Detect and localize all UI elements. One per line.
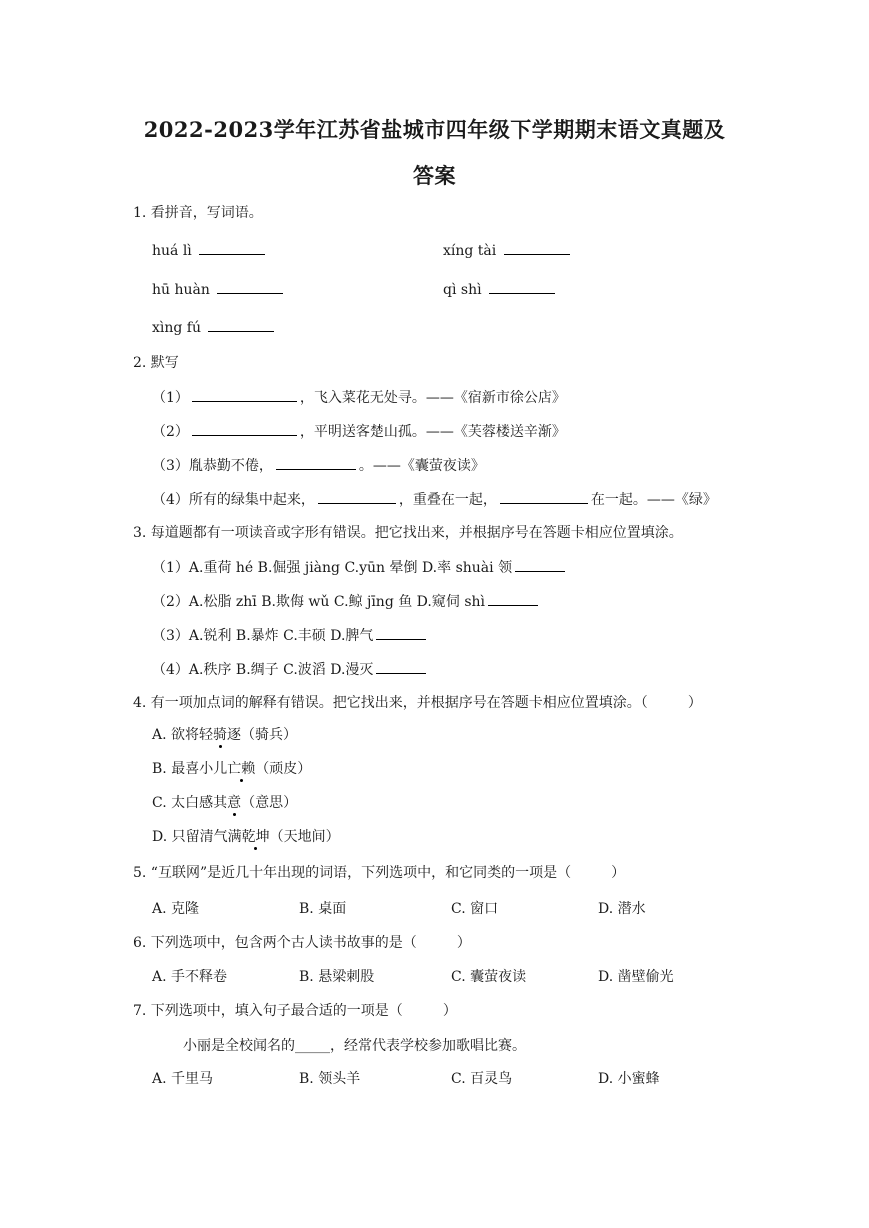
pinyin: huá lì	[152, 243, 192, 259]
q5-option-a[interactable]: A. 克隆	[152, 901, 200, 917]
q3-item-2: （2）A.松脂 zhī B.欺侮 wǔ C.鲸 jīng 鱼 D.窥伺 shì	[152, 591, 541, 612]
answer-blank[interactable]	[217, 279, 283, 294]
answer-blank[interactable]	[192, 387, 297, 402]
answer-blank[interactable]	[192, 421, 297, 436]
answer-blank[interactable]	[199, 240, 265, 255]
q1-item-5	[152, 317, 277, 338]
question-6-stem: 6. 下列选项中，包含两个古人读书故事的是（ ）	[133, 935, 471, 951]
question-4-stem: 4. 有一项加点词的解释有错误。把它找出来，并根据序号在答题卡相应位置填涂。（ ）	[133, 695, 702, 711]
q3-item-3: （3）A.锐利 B.暴炸 C.丰硕 D.脾气	[152, 625, 429, 646]
q6-option-d[interactable]: D. 凿壁偷光	[598, 969, 674, 985]
pinyin: xìng fú	[152, 320, 201, 336]
question-1-stem: 1. 看拼音，写词语。	[133, 205, 263, 221]
pinyin: xíng tài	[443, 243, 497, 259]
q1-item-4	[443, 279, 558, 300]
dotted-word: 乾坤	[241, 829, 270, 845]
page-title-line1: 2022-2023学年江苏省盐城市四年级下学期期末语文真题及	[143, 117, 726, 142]
q2-item-1: （1） ，飞入菜花无处寻。——《宿新市徐公店》	[152, 387, 566, 408]
q4-option-b[interactable]: B. 最喜小儿亡赖（顽皮）	[152, 761, 312, 777]
answer-blank[interactable]	[376, 625, 426, 640]
q7-sentence: 小丽是全校闻名的_____，经常代表学校参加歌唱比赛。	[183, 1038, 526, 1054]
answer-blank[interactable]	[208, 317, 274, 332]
q4-option-a[interactable]: A. 欲将轻骑逐（骑兵）	[152, 727, 298, 743]
q7-option-c[interactable]: C. 百灵鸟	[451, 1071, 513, 1087]
answer-blank[interactable]	[276, 455, 356, 470]
dotted-word: 骑	[213, 727, 228, 743]
q2-item-2: （2） ，平明送客楚山孤。——《芙蓉楼送辛渐》	[152, 421, 566, 442]
answer-blank[interactable]	[318, 489, 396, 504]
pinyin: hū huàn	[152, 282, 210, 298]
pinyin: qì shì	[443, 282, 482, 298]
q5-option-d[interactable]: D. 潜水	[598, 901, 646, 917]
q5-option-b[interactable]: B. 桌面	[299, 901, 347, 917]
q7-option-a[interactable]: A. 千里马	[152, 1071, 214, 1087]
q6-option-b[interactable]: B. 悬梁刺股	[299, 969, 375, 985]
q2-item-4: （4）所有的绿集中起来， ，重叠在一起， 在一起。——《绿》	[152, 489, 717, 510]
question-3-stem: 3. 每道题都有一项读音或字形有错误。把它找出来，并根据序号在答题卡相应位置填涂。	[133, 525, 683, 541]
dotted-word: 意	[227, 795, 242, 811]
q6-option-a[interactable]: A. 手不释卷	[152, 969, 228, 985]
q4-option-d[interactable]: D. 只留清气满乾坤（天地间）	[152, 829, 340, 845]
q6-option-c[interactable]: C. 囊萤夜读	[451, 969, 527, 985]
dotted-word: 亡赖	[227, 761, 256, 777]
question-2-stem: 2. 默写	[133, 355, 179, 371]
answer-blank[interactable]	[515, 557, 565, 572]
q1-item-2	[443, 240, 573, 261]
answer-blank[interactable]	[376, 659, 426, 674]
q3-item-1: （1）A.重荷 hé B.倔强 jiàng C.yūn 晕倒 D.率 shuài 领	[152, 557, 568, 578]
question-5-stem: 5. “互联网”是近几十年出现的词语，下列选项中，和它同类的一项是（ ）	[133, 865, 626, 881]
answer-blank[interactable]	[504, 240, 570, 255]
q4-option-c[interactable]: C. 太白感其意（意思）	[152, 795, 298, 811]
question-7-stem: 7. 下列选项中，填入句子最合适的一项是（ ）	[133, 1003, 457, 1019]
q1-item-3	[152, 279, 286, 300]
answer-blank[interactable]	[488, 591, 538, 606]
q3-item-4: （4）A.秩序 B.绸子 C.波滔 D.漫灭	[152, 659, 429, 680]
page-title-line2: 答案	[413, 163, 456, 188]
answer-blank[interactable]	[500, 489, 588, 504]
q1-item-1	[152, 240, 268, 261]
q2-item-3: （3）胤恭勤不倦， 。——《囊萤夜读》	[152, 455, 485, 476]
q7-option-d[interactable]: D. 小蜜蜂	[598, 1071, 660, 1087]
answer-blank[interactable]	[489, 279, 555, 294]
q5-option-c[interactable]: C. 窗口	[451, 901, 499, 917]
q7-option-b[interactable]: B. 领头羊	[299, 1071, 361, 1087]
